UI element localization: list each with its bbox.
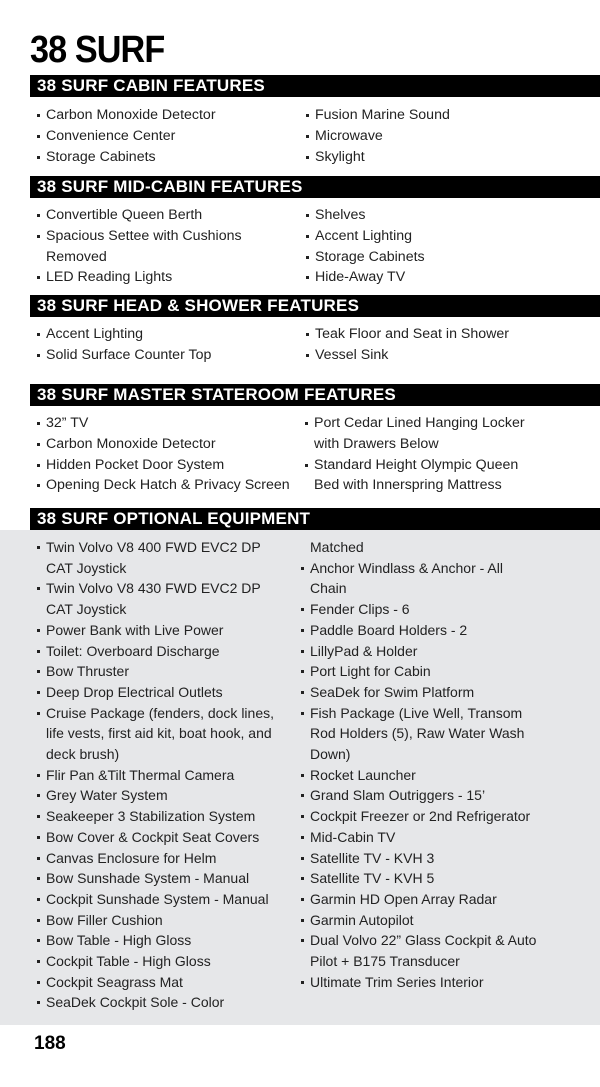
list-item: Cruise Package (fenders, dock lines, xyxy=(30,703,305,724)
list-item: Twin Volvo V8 430 FWD EVC2 DP xyxy=(30,578,305,599)
list-item: Toilet: Overboard Discharge xyxy=(30,641,305,662)
list-item: Dual Volvo 22” Glass Cockpit & Auto xyxy=(294,930,594,951)
list-item: Vessel Sink xyxy=(299,345,589,366)
list-item: Paddle Board Holders - 2 xyxy=(294,620,594,641)
list-item: Carbon Monoxide Detector xyxy=(30,434,310,455)
list-item-continuation: CAT Joystick xyxy=(46,601,127,618)
list-item: LED Reading Lights xyxy=(30,267,300,288)
list-item: SeaDek for Swim Platform xyxy=(294,682,594,703)
section-header-optional-equipment: 38 SURF OPTIONAL EQUIPMENT xyxy=(30,508,600,530)
list-item: Cockpit Table - High Gloss xyxy=(30,951,305,972)
optional-equipment-right xyxy=(294,537,594,992)
list-item: Bow Thruster xyxy=(30,661,305,682)
list-item: Convenience Center xyxy=(30,126,300,147)
list-item-continuation: deck brush) xyxy=(46,746,120,763)
list-item: Hide-Away TV xyxy=(299,267,589,288)
head-features-right xyxy=(299,324,589,366)
mid-cabin-features-left xyxy=(30,205,300,288)
list-item: Port Light for Cabin xyxy=(294,661,594,682)
list-item: Twin Volvo V8 400 FWD EVC2 DP xyxy=(30,537,305,558)
list-item-continuation: with Drawers Below xyxy=(314,435,439,452)
list-item: Garmin Autopilot xyxy=(294,910,594,931)
list-item: Cockpit Sunshade System - Manual xyxy=(30,889,305,910)
list-item: Anchor Windlass & Anchor - All xyxy=(294,558,594,579)
list-item: Bow Table - High Gloss xyxy=(30,930,305,951)
list-item: Rocket Launcher xyxy=(294,765,594,786)
list-item: Opening Deck Hatch & Privacy Screen xyxy=(30,475,310,496)
list-item-continuation: Rod Holders (5), Raw Water Wash xyxy=(310,725,525,742)
list-item: Fusion Marine Sound xyxy=(299,105,589,126)
list-item-continuation: Down) xyxy=(310,746,351,763)
cabin-features-left xyxy=(30,105,300,167)
list-item: Convertible Queen Berth xyxy=(30,205,300,226)
list-item: 32” TV xyxy=(30,413,310,434)
section-header-cabin: 38 SURF CABIN FEATURES xyxy=(30,75,600,97)
list-item: Shelves xyxy=(299,205,589,226)
list-item-continuation: CAT Joystick xyxy=(46,559,127,576)
list-item: Ultimate Trim Series Interior xyxy=(294,972,594,993)
list-item: SeaDek Cockpit Sole - Color xyxy=(30,992,305,1013)
list-item: Storage Cabinets xyxy=(299,247,589,268)
optional-equipment-left xyxy=(30,537,305,1013)
section-header-master-stateroom: 38 SURF MASTER STATEROOM FEATURES xyxy=(30,384,600,406)
list-item: Solid Surface Counter Top xyxy=(30,345,300,366)
list-item: Teak Floor and Seat in Shower xyxy=(299,324,589,345)
list-item: Cockpit Freezer or 2nd Refrigerator xyxy=(294,806,594,827)
list-item: Accent Lighting xyxy=(30,324,300,345)
list-item: Grand Slam Outriggers - 15’ xyxy=(294,785,594,806)
list-item: Mid-Cabin TV xyxy=(294,827,594,848)
list-item: Grey Water System xyxy=(30,785,305,806)
list-item: Bow Filler Cushion xyxy=(30,910,305,931)
list-item: Bow Sunshade System - Manual xyxy=(30,868,305,889)
list-item-continuation: Pilot + B175 Transducer xyxy=(310,953,460,970)
cabin-features-right xyxy=(299,105,589,167)
list-item: LillyPad & Holder xyxy=(294,641,594,662)
list-item: Fender Clips - 6 xyxy=(294,599,594,620)
section-header-head-shower: 38 SURF HEAD & SHOWER FEATURES xyxy=(30,295,600,317)
list-item-continuation: Chain xyxy=(310,580,347,597)
list-item: Accent Lighting xyxy=(299,226,589,247)
list-item: Storage Cabinets xyxy=(30,147,300,168)
list-item-continuation: Bed with Innerspring Mattress xyxy=(314,477,502,494)
page-title: 38 SURF xyxy=(30,29,165,71)
list-item: Standard Height Olympic Queen xyxy=(298,455,593,476)
head-features-left xyxy=(30,324,300,366)
list-item: Deep Drop Electrical Outlets xyxy=(30,682,305,703)
list-item: Fish Package (Live Well, Transom xyxy=(294,703,594,724)
list-item: Garmin HD Open Array Radar xyxy=(294,889,594,910)
list-item: Satellite TV - KVH 3 xyxy=(294,848,594,869)
list-item: Seakeeper 3 Stabilization System xyxy=(30,806,305,827)
list-item: Hidden Pocket Door System xyxy=(30,455,310,476)
list-item: Microwave xyxy=(299,126,589,147)
page-number: 188 xyxy=(34,1033,66,1054)
list-item: Flir Pan &Tilt Thermal Camera xyxy=(30,765,305,786)
list-item: Cockpit Seagrass Mat xyxy=(30,972,305,993)
list-item-continuation: Matched xyxy=(310,539,364,555)
list-item: Spacious Settee with Cushions xyxy=(30,226,300,247)
master-features-right xyxy=(298,413,593,496)
list-item: Bow Cover & Cockpit Seat Covers xyxy=(30,827,305,848)
list-item-continuation: life vests, first aid kit, boat hook, and xyxy=(46,725,272,742)
list-item: Canvas Enclosure for Helm xyxy=(30,848,305,869)
list-item: Port Cedar Lined Hanging Locker xyxy=(298,413,593,434)
list-item: Skylight xyxy=(299,147,589,168)
list-item: Carbon Monoxide Detector xyxy=(30,105,300,126)
mid-cabin-features-right xyxy=(299,205,589,288)
master-features-left xyxy=(30,413,310,496)
list-item: Satellite TV - KVH 5 xyxy=(294,868,594,889)
section-header-mid-cabin: 38 SURF MID-CABIN FEATURES xyxy=(30,176,600,198)
list-item: Power Bank with Live Power xyxy=(30,620,305,641)
list-item-continuation: Removed xyxy=(46,248,107,265)
